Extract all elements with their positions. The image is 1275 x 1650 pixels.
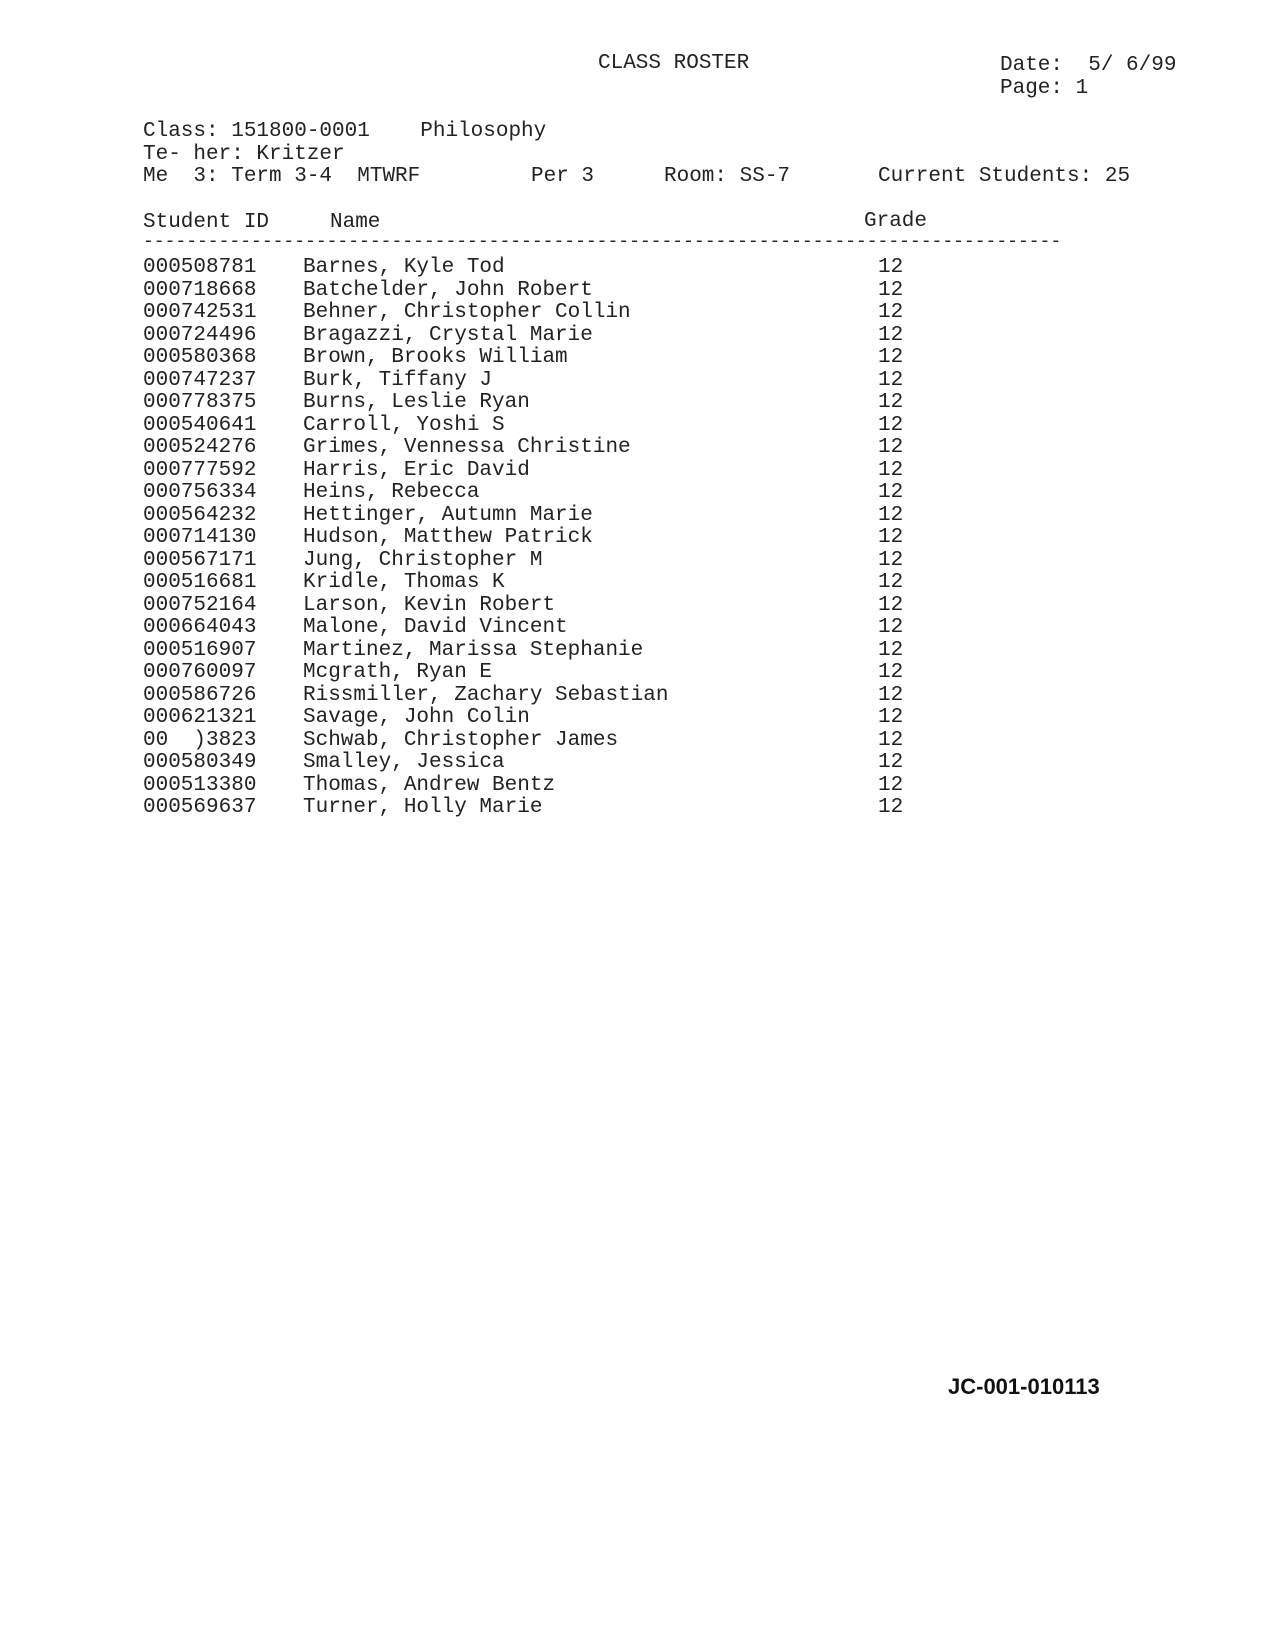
student-grade: 12 <box>878 256 904 279</box>
student-grade: 12 <box>878 368 904 392</box>
student-id: 000516681 <box>143 571 257 594</box>
class-line: Class: 151800-0001 Philosophy <box>143 120 547 143</box>
teacher-line: Te- her: Kritzer <box>143 143 345 166</box>
student-id: 000564232 <box>143 503 257 527</box>
student-name: Jung, Christopher M <box>303 548 543 572</box>
student-grade: 12 <box>878 773 904 797</box>
student-id: 000714130 <box>143 526 257 549</box>
student-id: 000524276 <box>143 436 257 459</box>
student-name: Savage, John Colin <box>303 706 530 729</box>
student-name: Burk, Tiffany J <box>303 368 493 392</box>
column-header-name: Name <box>330 211 381 234</box>
student-name: Heins, Rebecca <box>303 481 480 504</box>
student-grade: 12 <box>878 571 904 594</box>
student-name: Batchelder, John Robert <box>303 278 593 302</box>
student-name: Schwab, Christopher James <box>303 728 619 752</box>
student-grade: 12 <box>878 728 904 752</box>
student-name: Mcgrath, Ryan E <box>303 661 493 684</box>
student-grade: 12 <box>878 593 904 617</box>
student-id: 000621321 <box>143 706 257 729</box>
page-number: Page: 1 <box>1000 77 1089 100</box>
student-id: 000540641 <box>143 413 257 437</box>
student-grade: 12 <box>878 323 904 347</box>
student-grade: 12 <box>878 481 904 504</box>
student-name: Hettinger, Autumn Marie <box>303 503 593 527</box>
current-students: Current Students: 25 <box>878 165 1131 188</box>
student-grade: 12 <box>878 683 904 707</box>
student-id: 000580368 <box>143 346 257 369</box>
student-id: 000778375 <box>143 391 257 414</box>
student-name: Thomas, Andrew Bentz <box>303 773 556 797</box>
student-id: 000718668 <box>143 278 257 302</box>
student-grade: 12 <box>878 436 904 459</box>
student-id: 000586726 <box>143 683 257 707</box>
student-grade: 12 <box>878 548 904 572</box>
student-id: 000580349 <box>143 751 257 774</box>
student-id: 000569637 <box>143 796 257 819</box>
student-grade: 12 <box>878 346 904 369</box>
room: Room: SS-7 <box>664 165 791 188</box>
page-title: CLASS ROSTER <box>598 52 750 75</box>
student-grade: 12 <box>878 638 904 662</box>
student-name: Burns, Leslie Ryan <box>303 391 530 414</box>
student-id: 000513380 <box>143 773 257 797</box>
student-name: Bragazzi, Crystal Marie <box>303 323 593 347</box>
student-grade: 12 <box>878 413 904 437</box>
student-name: Barnes, Kyle Tod <box>303 256 505 279</box>
student-grade: 12 <box>878 301 904 324</box>
header-divider: ------------------------------------------------------------------------------------- <box>143 232 1062 252</box>
student-id: 000760097 <box>143 661 257 684</box>
student-id: 000742531 <box>143 301 257 324</box>
column-header-grade: Grade <box>864 210 928 233</box>
student-id: 000747237 <box>143 368 257 392</box>
date: Date: 5/ 6/99 <box>1000 54 1177 77</box>
student-grade: 12 <box>878 391 904 414</box>
student-name: Harris, Eric David <box>303 458 530 482</box>
student-name: Kridle, Thomas K <box>303 571 505 594</box>
student-name: Brown, Brooks William <box>303 346 568 369</box>
student-id: 000756334 <box>143 481 257 504</box>
student-name: Turner, Holly Marie <box>303 796 543 819</box>
meets-line: Me 3: Term 3-4 MTWRF <box>143 165 421 188</box>
student-id: 000724496 <box>143 323 257 347</box>
document-code: JC-001-010113 <box>948 1374 1100 1399</box>
student-name: Hudson, Matthew Patrick <box>303 526 593 549</box>
student-id: 000664043 <box>143 616 257 639</box>
student-grade: 12 <box>878 503 904 527</box>
student-id: 000567171 <box>143 548 257 572</box>
student-name: Rissmiller, Zachary Sebastian <box>303 683 669 707</box>
student-id: 00 )3823 <box>143 728 257 752</box>
student-name: Larson, Kevin Robert <box>303 593 556 617</box>
student-grade: 12 <box>878 458 904 482</box>
student-id: 000508781 <box>143 256 257 279</box>
student-grade: 12 <box>878 616 904 639</box>
student-name: Malone, David Vincent <box>303 616 568 639</box>
student-id: 000516907 <box>143 638 257 662</box>
student-name: Smalley, Jessica <box>303 751 505 774</box>
column-header-id: Student ID <box>143 211 270 234</box>
student-name: Behner, Christopher Collin <box>303 301 631 324</box>
student-name: Carroll, Yoshi S <box>303 413 505 437</box>
student-grade: 12 <box>878 278 904 302</box>
student-id: 000777592 <box>143 458 257 482</box>
student-name: Martinez, Marissa Stephanie <box>303 638 644 662</box>
student-grade: 12 <box>878 526 904 549</box>
student-id: 000752164 <box>143 593 257 617</box>
student-grade: 12 <box>878 751 904 774</box>
student-name: Grimes, Vennessa Christine <box>303 436 631 459</box>
student-grade: 12 <box>878 796 904 819</box>
period: Per 3 <box>531 165 595 188</box>
student-grade: 12 <box>878 706 904 729</box>
student-grade: 12 <box>878 661 904 684</box>
